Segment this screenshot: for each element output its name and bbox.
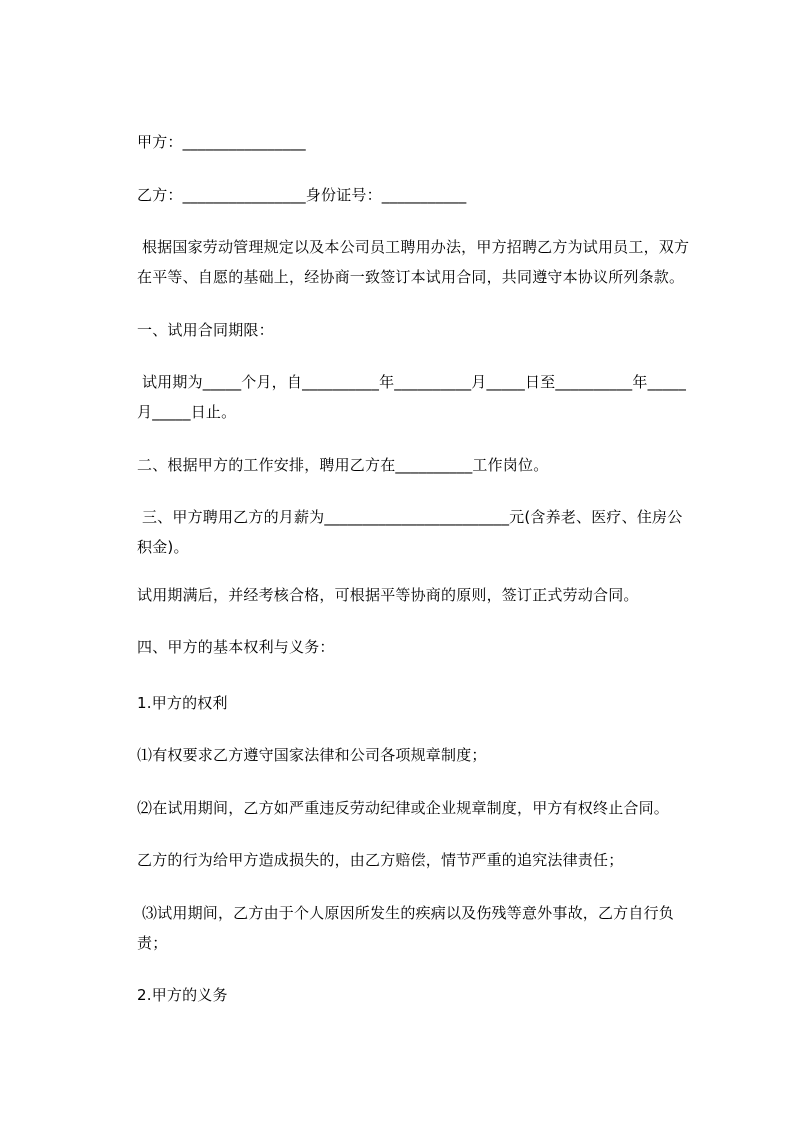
right-1: ⑴有权要求乙方遵守国家法律和公司各项规章制度；	[137, 746, 487, 764]
section-3: 三、甲方聘用乙方的月薪为________________________元(含养老、医疗、住房公积金)。	[137, 508, 683, 556]
duties-title: 2.甲方的义务	[137, 986, 228, 1004]
intro-paragraph: 根据国家劳动管理规定以及本公司员工聘用办法，甲方招聘乙方为试用员工，双方在平等、自愿的基础上，经协商一致签订本试用合同，共同遵守本协议所列条款。	[137, 238, 690, 286]
rights-title: 1.甲方的权利	[137, 694, 228, 712]
section-1-title: 一、试用合同期限：	[137, 321, 274, 339]
section-2: 二、根据甲方的工作安排，聘用乙方在__________工作岗位。	[137, 456, 549, 474]
party-a-line: 甲方：________________	[137, 133, 306, 151]
section-4-title: 四、甲方的基本权利与义务：	[137, 638, 335, 656]
right-3: ⑶试用期间，乙方由于个人原因所发生的疾病以及伤残等意外事故，乙方自行负责；	[137, 904, 674, 952]
right-2-continuation: 乙方的行为给甲方造成损失的，由乙方赔偿，情节严重的追究法律责任；	[137, 851, 624, 869]
probation-end-paragraph: 试用期满后，并经考核合格，可根据平等协商的原则，签订正式劳动合同。	[137, 586, 639, 604]
section-1-body: 试用期为_____个月，自__________年__________月_____日至__________年_____月_____日止。	[137, 373, 687, 421]
right-2: ⑵在试用期间，乙方如严重违反劳动纪律或企业规章制度，甲方有权终止合同。	[137, 799, 670, 817]
party-b-line: 乙方：________________身份证号：___________	[137, 186, 467, 204]
